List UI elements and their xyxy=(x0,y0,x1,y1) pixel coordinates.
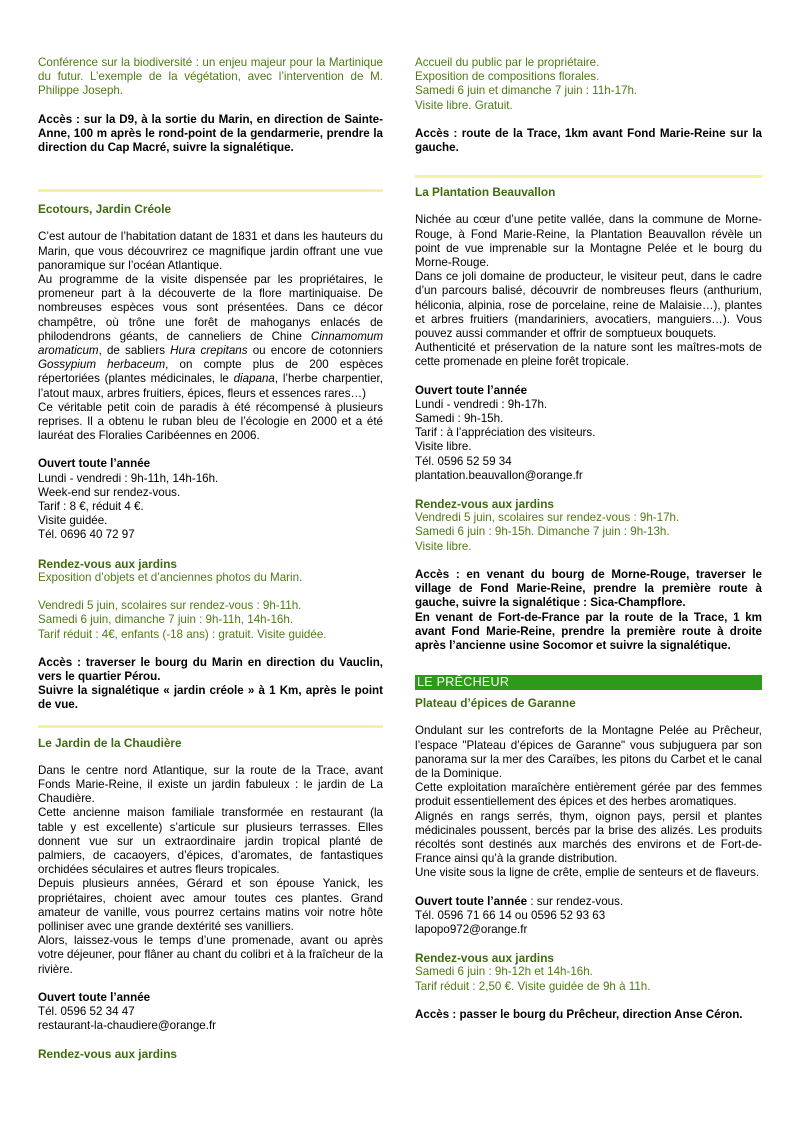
section-title-garanne: Plateau d’épices de Garanne xyxy=(415,696,576,711)
opening-hours: Lundi - vendredi : 9h-17h. xyxy=(415,397,548,411)
region-banner-precheur: LE PRÊCHEUR xyxy=(415,675,762,690)
rdv-friday: Vendredi 5 juin, scolaires sur rendez-vous : 9h-11h. xyxy=(38,599,302,613)
exhibition-info: Exposition de compositions florales. xyxy=(415,70,600,84)
garanne-description: Ondulant sur les contreforts de la Montagne Pelée au Prêcheur, l’espace "Plateau d’épices de Garanne" vous subjuguera par son panorama sur la mer des Caraïbes, les pitons du Carbet et le canal de la Dominique. xyxy=(415,724,762,780)
section-title-chaudiere: Le Jardin de la Chaudière xyxy=(38,735,182,750)
rdv-price: Tarif réduit : 2,50 €. Visite guidée de 9h à 11h. xyxy=(415,979,651,993)
ecotours-awards: Ce véritable petit coin de paradis à été récompensé à plusieurs reprises. Il a obtenu le ruban bleu de l’écologie en 2000 et a été lauréat des Floralies Caribéennes en 2006. xyxy=(38,400,383,443)
chaudiere-walk: Alors, laissez-vous le temps d’une promenade, avant ou après votre déjeuner, pour flâner au chant du colibri et à la fraîcheur de la rivière. xyxy=(38,934,383,976)
opening-title: Ouvert toute l’année xyxy=(415,383,528,397)
access-signage: Suivre la signalétique « jardin créole » à 1 Km, après le point de vue. xyxy=(38,684,383,712)
rdv-price: Tarif réduit : 4€, enfants (-18 ans) : gratuit. Visite guidée. xyxy=(38,627,327,641)
ecotours-program: Au programme de la visite dispensée par les propriétaires, le promeneur part à la découverte de la flore martiniquaise. De nombreuses espèces vous sont présentées. Dans ce décor champêtre, où trône une forêt de mahoganys enlacés de philodendrons géants, de canneliers de Chine Cinnamomum aromaticum, de sabliers Hura crepitans ou encore de cotonniers Gossypium herbaceum, on compte plus de 200 espèces répertoriées (plantes médicinales, le diapana, l’herbe charpentier, l’atout maux, arbres fruitiers, épices, fleurs et essences rares…) xyxy=(38,273,383,400)
garanne-visit: Une visite sous la ligne de crête, emplie de senteurs et de flaveurs. xyxy=(415,866,760,880)
phone-number: Tél. 0596 52 34 47 xyxy=(38,1004,135,1018)
chaudiere-restaurant: Cette ancienne maison familiale transformée en restaurant (la table y est excellente) s’articule sur plusieurs terrasses. Elles donnent vue sur un extraordinaire jardin tropical planté de palmiers, de cacaoyers, d’épices, d’aromates, de fantastiques orchidées séculaires et autres fleurs tropicales. xyxy=(38,806,383,877)
visit-type: Visite guidée. xyxy=(38,514,108,528)
rdv-title: Rendez-vous aux jardins xyxy=(38,556,177,571)
email-address: restaurant-la-chaudiere@orange.fr xyxy=(38,1019,217,1033)
access-directions: Accès : route de la Trace, 1km avant Fond Marie-Reine sur la gauche. xyxy=(415,126,762,155)
opening-hours: Lundi - vendredi : 9h-11h, 14h-16h. xyxy=(38,471,219,485)
right-column xyxy=(415,56,762,1022)
rdv-weekend: Samedi 6 juin : 9h-15h. Dimanche 7 juin : 9h-13h. xyxy=(415,525,670,539)
opening-title: Ouvert toute l’année xyxy=(38,990,151,1004)
access-directions: Accès : passer le bourg du Prêcheur, direction Anse Céron. xyxy=(415,1007,743,1021)
email-address: lapopo972@orange.fr xyxy=(415,922,528,936)
section-title-ecotours: Ecotours, Jardin Créole xyxy=(38,202,172,217)
rdv-title: Rendez-vous aux jardins xyxy=(38,1047,177,1062)
visit-type: Visite libre. xyxy=(415,440,472,454)
beauvallon-domain: Dans ce joli domaine de producteur, le visiteur peut, dans le cadre d’un parcours balisé, découvrir de nombreuses fleurs (anthurium, héliconia, alpinia, rose de porcelaine, reine de Malaisie…), plantes et arbres fruitiers (mandariniers, avocatiers, manguiers…). Vous pouvez aussi commander et offrir de somptueux bouquets. xyxy=(415,270,762,341)
email-address: plantation.beauvallon@orange.fr xyxy=(415,468,583,482)
access-directions-alt: En venant de Fort-de-France par la route de la Trace, 1 km avant Fond Marie-Reine, prendre la première route à droite après l’ancienne usine Socomor et suivre la signalétique. xyxy=(415,610,762,652)
section-title-beauvallon: La Plantation Beauvallon xyxy=(415,185,556,200)
schedule-info: Samedi 6 juin et dimanche 7 juin : 11h-17h. xyxy=(415,84,638,98)
price-info: Tarif : à l’appréciation des visiteurs. xyxy=(415,426,596,440)
biodiversity-conference-text: Conférence sur la biodiversité : un enjeu majeur pour la Martinique du futur. L’exemple de la végétation, avec l’intervention de M. Philippe Joseph. xyxy=(38,56,383,98)
weekend-info: Week-end sur rendez-vous. xyxy=(38,485,181,499)
ecotours-description: C’est autour de l’habitation datant de 1831 et dans les hauteurs du Marin, que vous découvrirez ce magnifique jardin offrant une vue panoramique sur l’océan Atlantique. xyxy=(38,230,383,272)
access-directions: Accès : en venant du bourg de Morne-Rouge, traverser le village de Fond Marie-Reine, prendre la première route à gauche, suivre la signalétique : Sica-Champflore. xyxy=(415,567,762,610)
beauvallon-authenticity: Authenticité et préservation de la nature sont les maîtres-mots de cette promenade en pleine forêt tropicale. xyxy=(415,341,762,369)
opening-title: Ouvert toute l’année xyxy=(38,457,151,471)
price-info: Tarif : 8 €, réduit 4 €. xyxy=(38,500,144,514)
phone-number: Tél. 0596 71 66 14 ou 0596 52 93 63 xyxy=(415,908,606,922)
rdv-saturday: Samedi 6 juin : 9h-12h et 14h-16h. xyxy=(415,965,593,979)
rdv-exhibition: Exposition d’objets et d’anciennes photos du Marin. xyxy=(38,570,303,584)
saturday-hours: Samedi : 9h-15h. xyxy=(415,412,504,426)
reception-info: Accueil du public par le propriétaire. xyxy=(415,56,600,69)
left-column xyxy=(38,56,383,1062)
access-directions: Accès : traverser le bourg du Marin en direction du Vauclin, vers le quartier Pérou. xyxy=(38,655,383,683)
garanne-farm: Cette exploitation maraîchère entièrement gérée par des femmes produit essentiellement des épices et des herbes aromatiques. xyxy=(415,781,762,809)
rdv-weekend: Samedi 6 juin, dimanche 7 juin : 9h-11h, 14h-16h. xyxy=(38,613,294,627)
rdv-visit: Visite libre. xyxy=(415,539,472,553)
rdv-title: Rendez-vous aux jardins xyxy=(415,951,554,966)
rdv-friday: Vendredi 5 juin, scolaires sur rendez-vous : 9h-17h. xyxy=(415,511,680,525)
access-directions: Accès : sur la D9, à la sortie du Marin, en direction de Sainte-Anne, 100 m après le rond-point de la gendarmerie, prendre la direction du Cap Macré, suivre la signalétique. xyxy=(38,112,383,155)
phone-number: Tél. 0596 52 59 34 xyxy=(415,454,512,468)
visit-info: Visite libre. Gratuit. xyxy=(415,98,513,112)
chaudiere-location: Dans le centre nord Atlantique, sur la route de la Trace, avant Fonds Marie-Reine, il existe un jardin fabuleux : le jardin de La Chaudière. xyxy=(38,763,383,806)
opening-info: Ouvert toute l’année : sur rendez-vous. xyxy=(415,894,624,908)
rdv-title: Rendez-vous aux jardins xyxy=(415,497,554,512)
beauvallon-description: Nichée au cœur d’une petite vallée, dans la commune de Morne-Rouge, à Fond Marie-Reine, la Plantation Beauvallon révèle un point de vue imprenable sur la Montagne Pelée et le bourg du Morne-Rouge. xyxy=(415,213,762,270)
garanne-plants: Alignés en rangs serrés, thym, oignon pays, persil et plantes médicinales poussent, bercés par la brise des alizés. Les produits récoltés sont destinés aux marchés des environs et de Fort-de-France ainsi qu’à la grande distribution. xyxy=(415,809,762,866)
chaudiere-owners: Depuis plusieurs années, Gérard et son épouse Yanick, les propriétaires, choient avec amour toutes ces plantes. Grand amateur de vanille, vous pourrez certains matins voir notre hôte polliniser avec une grande dextérité ses vanilliers. xyxy=(38,877,383,933)
phone-number: Tél. 0696 40 72 97 xyxy=(38,528,135,542)
